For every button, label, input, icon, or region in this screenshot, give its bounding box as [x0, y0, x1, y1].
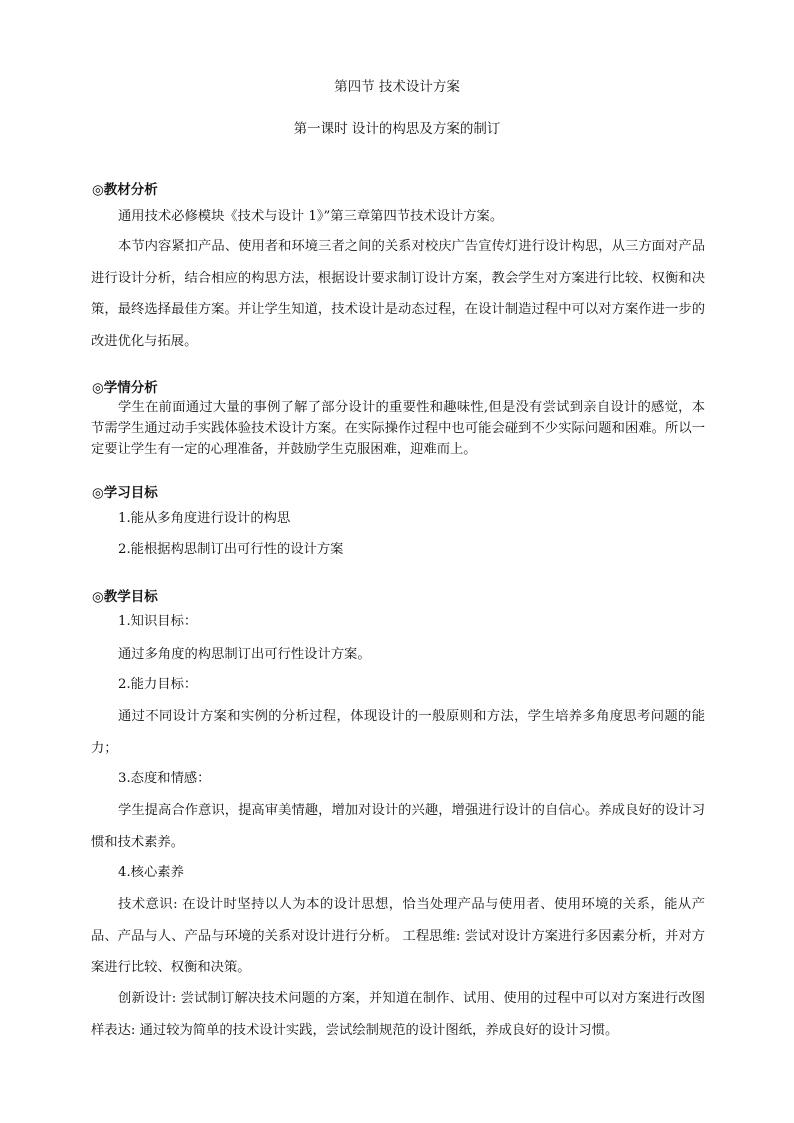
core-literacy-text-1: 技术意识: 在设计时坚持以人为本的设计思想，恰当处理产品与使用者、使用环境的关系，能从产品、产品与人、产品与环境的关系对设计进行分析。 工程思维: 尝试对设计方案进行多因素分析，并对方案进行比较、权衡和决策。: [91, 897, 705, 975]
core-literacy-text-2: 创新设计: 尝试制订解决技术问题的方案，并知道在制作、试用、使用的过程中可以对方案进行改图样表达: 通过较为简单的技术设计实践，尝试绘制规范的设计图纸，养成良好的设计习惯。: [91, 991, 705, 1038]
knowledge-goal-text: 通过多角度的构思制订出可行性设计方案。: [118, 647, 371, 662]
section-title: 第四节 技术设计方案: [334, 79, 460, 95]
heading-materials-analysis: ◎教材分析: [92, 182, 158, 198]
ability-goal-label: 2.能力目标：: [118, 677, 198, 692]
heading-teaching-goals: ◎教学目标: [92, 589, 158, 605]
materials-paragraph-2: 本节内容紧扣产品、使用者和环境三者之间的关系对校庆广告宣传灯进行设计构思，从三方面对产品进行设计分析，结合相应的构思方法，根据设计要求制订设计方案，教会学生对方案进行比较、权衡和决策，最终选择最佳方案。并让学生知道，技术设计是动态过程，在设计制造过程中可以对方案作进一步的改进优化与拓展。: [91, 239, 705, 349]
core-literacy-label: 4.核心素养: [118, 865, 184, 880]
ability-goal-text: 通过不同设计方案和实例的分析过程，体现设计的一般原则和方法，学生培养多角度思考问题的能力；: [91, 709, 705, 756]
students-paragraph: 学生在前面通过大量的事例了解了部分设计的重要性和趣味性,但是没有尝试到亲自设计的感觉，本节需学生通过动手实践体验技术设计方案。在实际操作过程中也可能会碰到不少实际问题和困难。所以一定要让学生有一定的心理准备，并鼓励学生克服困难，迎难而上。: [91, 400, 705, 457]
knowledge-goal-label: 1.知识目标：: [118, 614, 198, 629]
learning-goal-1: 1.能从多角度进行设计的构思: [118, 511, 291, 526]
lesson-subtitle: 第一课时 设计的构思及方案的制订: [293, 121, 501, 137]
heading-student-analysis: ◎学情分析: [92, 380, 158, 396]
heading-learning-goals: ◎学习目标: [92, 485, 158, 501]
learning-goal-2: 2.能根据构思制订出可行性的设计方案: [118, 542, 344, 557]
attitude-goal-text: 学生提高合作意识，提高审美情趣，增加对设计的兴趣，增强进行设计的自信心。养成良好的设计习惯和技术素养。: [91, 803, 705, 850]
materials-paragraph-1: 通用技术必修模块《技术与设计 1》”第三章第四节技术设计方案。: [118, 209, 504, 224]
attitude-goal-label: 3.态度和情感：: [118, 771, 211, 786]
